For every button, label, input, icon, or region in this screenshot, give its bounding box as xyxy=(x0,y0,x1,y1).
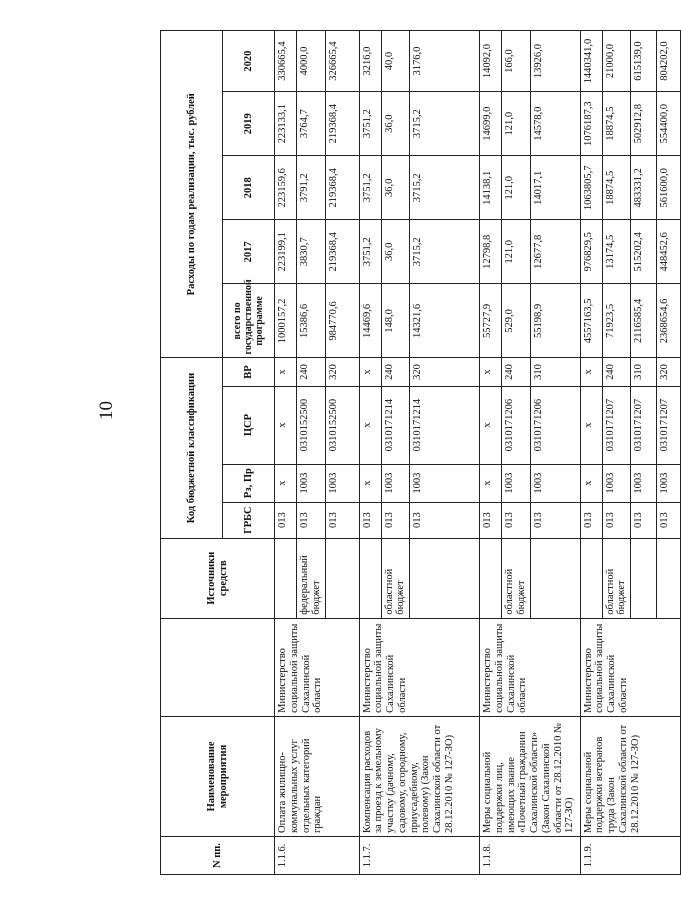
csr-cell: 0310171214 xyxy=(381,386,410,464)
value-2020-cell: 330665,4 xyxy=(275,31,297,92)
total-cell: 55198,9 xyxy=(530,284,580,358)
value-2018-cell: 483331,2 xyxy=(631,156,657,220)
source-cell: областной бюджет xyxy=(381,538,410,618)
value-2019-cell: 14578,0 xyxy=(530,92,580,156)
value-2018-cell: 1063805,7 xyxy=(580,156,602,220)
source-cell xyxy=(325,538,359,618)
header-2018: 2018 xyxy=(223,156,275,220)
value-2020-cell: 40,0 xyxy=(381,31,410,92)
header-expenses-group: Расходы по годам реализации, тыс. рублей xyxy=(161,31,223,358)
grbs-cell: 013 xyxy=(657,502,681,538)
rzpr-cell: 1003 xyxy=(530,464,580,502)
csr-cell: 0310171207 xyxy=(631,386,657,464)
grbs-cell: 013 xyxy=(502,502,531,538)
vr-cell: х xyxy=(359,358,381,386)
value-2020-cell: 14092,0 xyxy=(480,31,502,92)
csr-cell: х xyxy=(359,386,381,464)
grbs-cell: 013 xyxy=(530,502,580,538)
total-cell: 2116585,4 xyxy=(631,284,657,358)
value-2018-cell: 3751,2 xyxy=(359,156,381,220)
value-2018-cell: 223159,6 xyxy=(275,156,297,220)
executor-cell: Министерство социальной защиты Сахалинской области xyxy=(359,618,480,716)
grbs-cell: 013 xyxy=(480,502,502,538)
value-2019-cell: 223133,1 xyxy=(275,92,297,156)
grbs-cell: 013 xyxy=(359,502,381,538)
source-cell: федеральный бюджет xyxy=(297,538,326,618)
value-2018-cell: 18874,5 xyxy=(602,156,631,220)
value-2017-cell: 976829,5 xyxy=(580,220,602,284)
value-2018-cell: 561600,0 xyxy=(657,156,681,220)
csr-cell: 0310171207 xyxy=(657,386,681,464)
rzpr-cell: х xyxy=(359,464,381,502)
value-2018-cell: 14138,1 xyxy=(480,156,502,220)
total-cell: 55727,9 xyxy=(480,284,502,358)
header-2020: 2020 xyxy=(223,31,275,92)
rzpr-cell: 1003 xyxy=(297,464,326,502)
header-vr: ВР xyxy=(223,358,275,386)
value-2017-cell: 12677,8 xyxy=(530,220,580,284)
value-2018-cell: 36,0 xyxy=(381,156,410,220)
value-2017-cell: 3751,2 xyxy=(359,220,381,284)
executor-cell: Министерство социальной защиты Сахалинской области xyxy=(275,618,360,716)
value-2019-cell: 1076187,3 xyxy=(580,92,602,156)
value-2017-cell: 219368,4 xyxy=(325,220,359,284)
value-2019-cell: 3751,2 xyxy=(359,92,381,156)
value-2019-cell: 554400,0 xyxy=(657,92,681,156)
rotated-table-container xyxy=(160,30,670,875)
header-total: всего по государственной программе xyxy=(223,284,275,358)
header-2019: 2019 xyxy=(223,92,275,156)
rzpr-cell: 1003 xyxy=(631,464,657,502)
source-cell xyxy=(480,538,502,618)
value-2020-cell: 4000,0 xyxy=(297,31,326,92)
table-row xyxy=(480,31,502,875)
row-number: 1.1.7. xyxy=(359,836,480,874)
header-source: Источники средств xyxy=(161,538,275,618)
csr-cell: 0310171206 xyxy=(502,386,531,464)
value-2018-cell: 14017,1 xyxy=(530,156,580,220)
grbs-cell: 013 xyxy=(602,502,631,538)
header-csr: ЦСР xyxy=(223,386,275,464)
header-executor xyxy=(161,618,275,716)
value-2020-cell: 166,0 xyxy=(502,31,531,92)
vr-cell: 240 xyxy=(602,358,631,386)
row-number: 1.1.9. xyxy=(580,836,681,874)
value-2017-cell: 12798,8 xyxy=(480,220,502,284)
row-number: 1.1.6. xyxy=(275,836,360,874)
total-cell: 71923,5 xyxy=(602,284,631,358)
csr-cell: х xyxy=(480,386,502,464)
vr-cell: 240 xyxy=(381,358,410,386)
value-2018-cell: 219368,4 xyxy=(325,156,359,220)
value-2017-cell: 121,0 xyxy=(502,220,531,284)
value-2019-cell: 18874,5 xyxy=(602,92,631,156)
vr-cell: х xyxy=(480,358,502,386)
value-2020-cell: 3176,0 xyxy=(410,31,480,92)
vr-cell: 240 xyxy=(502,358,531,386)
source-cell xyxy=(359,538,381,618)
vr-cell: х xyxy=(580,358,602,386)
header-name: Наименование мероприятия xyxy=(161,716,275,836)
value-2017-cell: 223199,1 xyxy=(275,220,297,284)
grbs-cell: 013 xyxy=(631,502,657,538)
source-cell xyxy=(580,538,602,618)
vr-cell: 320 xyxy=(325,358,359,386)
vr-cell: 310 xyxy=(530,358,580,386)
value-2018-cell: 3715,2 xyxy=(410,156,480,220)
csr-cell: 0310171207 xyxy=(602,386,631,464)
header-2017: 2017 xyxy=(223,220,275,284)
measure-name: Компенсация расходов за проезд к земельному участку (дачному, садовому, огородному, приусадебному, полевому) (Закон Сахалинской области от 28.12.2010 № 127-ЗО) xyxy=(359,716,480,836)
value-2020-cell: 3216,0 xyxy=(359,31,381,92)
header-row-1 xyxy=(161,31,223,875)
total-cell: 984770,6 xyxy=(325,284,359,358)
value-2019-cell: 219368,4 xyxy=(325,92,359,156)
total-cell: 14469,6 xyxy=(359,284,381,358)
rzpr-cell: 1003 xyxy=(657,464,681,502)
value-2020-cell: 13926,0 xyxy=(530,31,580,92)
rzpr-cell: 1003 xyxy=(602,464,631,502)
csr-cell: 0310152500 xyxy=(325,386,359,464)
table-body xyxy=(275,31,681,875)
value-2017-cell: 13174,5 xyxy=(602,220,631,284)
csr-cell: х xyxy=(580,386,602,464)
vr-cell: 320 xyxy=(657,358,681,386)
total-cell: 14321,6 xyxy=(410,284,480,358)
value-2019-cell: 3715,2 xyxy=(410,92,480,156)
value-2020-cell: 804202,0 xyxy=(657,31,681,92)
value-2020-cell: 615139,0 xyxy=(631,31,657,92)
rzpr-cell: х xyxy=(580,464,602,502)
total-cell: 148,0 xyxy=(381,284,410,358)
measure-name: Оплата жилищно-коммунальных услуг отдельных категорий граждан xyxy=(275,716,360,836)
grbs-cell: 013 xyxy=(275,502,297,538)
header-grbs: ГРБС xyxy=(223,502,275,538)
value-2017-cell: 3715,2 xyxy=(410,220,480,284)
grbs-cell: 013 xyxy=(297,502,326,538)
total-cell: 1000157,2 xyxy=(275,284,297,358)
value-2017-cell: 515202,4 xyxy=(631,220,657,284)
source-cell xyxy=(410,538,480,618)
value-2019-cell: 36,0 xyxy=(381,92,410,156)
grbs-cell: 013 xyxy=(381,502,410,538)
total-cell: 15386,6 xyxy=(297,284,326,358)
vr-cell: 320 xyxy=(410,358,480,386)
value-2020-cell: 326665,4 xyxy=(325,31,359,92)
rzpr-cell: х xyxy=(275,464,297,502)
value-2018-cell: 121,0 xyxy=(502,156,531,220)
executor-cell: Министерство социальной защиты Сахалинской области xyxy=(480,618,581,716)
budget-table xyxy=(160,30,681,875)
value-2019-cell: 502912,8 xyxy=(631,92,657,156)
rzpr-cell: 1003 xyxy=(502,464,531,502)
value-2017-cell: 36,0 xyxy=(381,220,410,284)
page-number: 10 xyxy=(96,401,117,420)
value-2017-cell: 448452,6 xyxy=(657,220,681,284)
value-2019-cell: 3764,7 xyxy=(297,92,326,156)
vr-cell: 310 xyxy=(631,358,657,386)
value-2019-cell: 121,0 xyxy=(502,92,531,156)
value-2020-cell: 21000,0 xyxy=(602,31,631,92)
grbs-cell: 013 xyxy=(410,502,480,538)
measure-name: Меры социальной поддержки лиц, имеющих звание «Почетный гражданин Сахалинской области» (Закон Сахалинской области от 28.12.2010 № 127-ЗО) xyxy=(480,716,581,836)
rzpr-cell: х xyxy=(480,464,502,502)
total-cell: 4557163,5 xyxy=(580,284,602,358)
measure-name: Меры социальной поддержки ветеранов труда (Закон Сахалинской области от 28.12.2010 № 127-ЗО) xyxy=(580,716,681,836)
source-cell: областной бюджет xyxy=(502,538,531,618)
source-cell xyxy=(657,538,681,618)
header-rzpr: Рз, Пр xyxy=(223,464,275,502)
grbs-cell: 013 xyxy=(325,502,359,538)
vr-cell: 240 xyxy=(297,358,326,386)
header-num: N пп. xyxy=(161,836,275,874)
csr-cell: 0310171206 xyxy=(530,386,580,464)
rzpr-cell: 1003 xyxy=(410,464,480,502)
csr-cell: х xyxy=(275,386,297,464)
rzpr-cell: 1003 xyxy=(325,464,359,502)
table-row xyxy=(275,31,297,875)
value-2019-cell: 14699,0 xyxy=(480,92,502,156)
value-2020-cell: 1440341,0 xyxy=(580,31,602,92)
executor-cell: Министерство социальной защиты Сахалинской области xyxy=(580,618,681,716)
grbs-cell: 013 xyxy=(580,502,602,538)
table-row xyxy=(580,31,602,875)
value-2017-cell: 3830,7 xyxy=(297,220,326,284)
csr-cell: 0310171214 xyxy=(410,386,480,464)
source-cell: областной бюджет xyxy=(602,538,631,618)
vr-cell: х xyxy=(275,358,297,386)
value-2018-cell: 3791,2 xyxy=(297,156,326,220)
source-cell xyxy=(631,538,657,618)
rzpr-cell: 1003 xyxy=(381,464,410,502)
header-code-group: Код бюджетной классификации xyxy=(161,358,223,538)
total-cell: 529,0 xyxy=(502,284,531,358)
total-cell: 2368654,6 xyxy=(657,284,681,358)
csr-cell: 0310152500 xyxy=(297,386,326,464)
row-number: 1.1.8. xyxy=(480,836,581,874)
table-row xyxy=(359,31,381,875)
source-cell xyxy=(530,538,580,618)
source-cell xyxy=(275,538,297,618)
